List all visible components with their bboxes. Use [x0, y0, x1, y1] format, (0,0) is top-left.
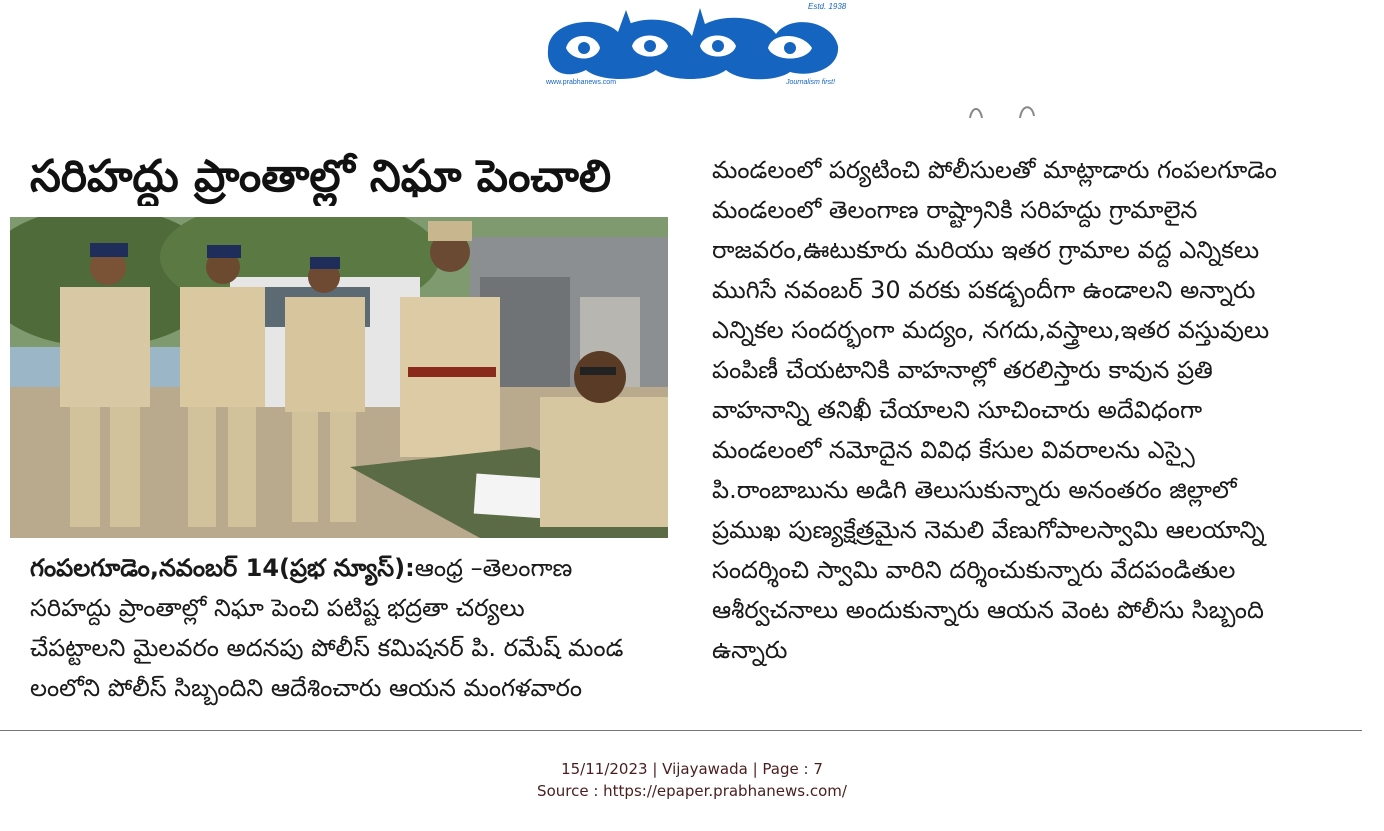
article-body-right: [712, 150, 1348, 670]
footer-divider: [0, 730, 1362, 731]
body-line: వాహనాన్ని తనిఖీ చేయాలని సూచించారు అదేవిధంగా: [712, 396, 1203, 424]
body-line: ప్రముఖ పుణ్యక్షేత్రమైన నెమలి వేణుగోపాలస్వామి ఆలయాన్ని: [712, 516, 1265, 544]
scan-artifact: [940, 100, 1050, 120]
body-line: పంపిణీ చేయటానికి వాహనాల్లో తరలిస్తారు కావున ప్రతి: [712, 356, 1213, 384]
body-line: చేపట్టాలని మైలవరం అదనపు పోలీస్ కమిషనర్ పి. రమేష్ మండ: [30, 634, 624, 662]
body-line-text: ఆంధ్ర –తెలంగాణ: [414, 554, 573, 582]
page-footer: [0, 758, 1384, 802]
footer-source: Source : https://epaper.prabhanews.com/: [537, 782, 847, 800]
body-line: సరిహద్దు ప్రాంతాల్లో నిఘా పెంచి పటిష్ట భద్రతా చర్యలు: [30, 594, 525, 622]
article-body-left: [30, 548, 670, 708]
website-text: www.prabhanews.com: [546, 79, 617, 86]
body-line: మండలంలో నమోదైన వివిధ కేసుల వివరాలను ఎస్సై: [712, 436, 1195, 464]
tagline-text: Journalism first!: [786, 79, 836, 86]
body-line: ఉన్నారు: [712, 636, 788, 664]
article-dateline: గంపలగూడెం,నవంబర్ 14(ప్రభ న్యూస్):: [30, 554, 415, 582]
body-line: లంలోని పోలీస్ సిబ్బందిని ఆదేశించారు ఆయన మంగళవారం: [30, 674, 583, 702]
body-line: [30, 548, 670, 588]
article-headline: సరిహద్దు ప్రాంతాల్లో నిఘా పెంచాలి: [30, 151, 612, 202]
body-line: మండలంలో పర్యటించి పోలీసులతో మాట్లాడారు గంపలగూడెం: [712, 156, 1277, 184]
body-line: ఆశీర్వచనాలు అందుకున్నారు ఆయన వెంట పోలీసు సిబ్బంది: [712, 596, 1264, 624]
body-line: ఎన్నికల సందర్భంగా మద్యం, నగదు,వస్త్రాలు,ఇతర వస్తువులు: [712, 316, 1270, 344]
estd-text: Estd. 1938: [808, 2, 847, 11]
body-line: సందర్శించి స్వామి వారిని దర్శించుకున్నారు వేదపండితుల: [712, 556, 1236, 584]
body-line: రాజవరం,ఊటుకూరు మరియు ఇతర గ్రామాల వద్ద ఎన్నికలు: [712, 236, 1260, 264]
body-line: పి.రాంబాబును అడిగి తెలుసుకున్నారు అనంతరం జిల్లాలో: [712, 476, 1237, 504]
body-line: ముగిసే నవంబర్ 30 వరకు పకడ్బందీగా ఉండాలని అన్నారు: [712, 276, 1256, 304]
footer-date-edition: 15/11/2023 | Vijayawada | Page : 7: [561, 760, 823, 778]
body-line: మండలంలో తెలంగాణ రాష్ట్రానికి సరిహద్దు గ్రామాలైన: [712, 196, 1198, 224]
article-photo: [10, 217, 668, 538]
